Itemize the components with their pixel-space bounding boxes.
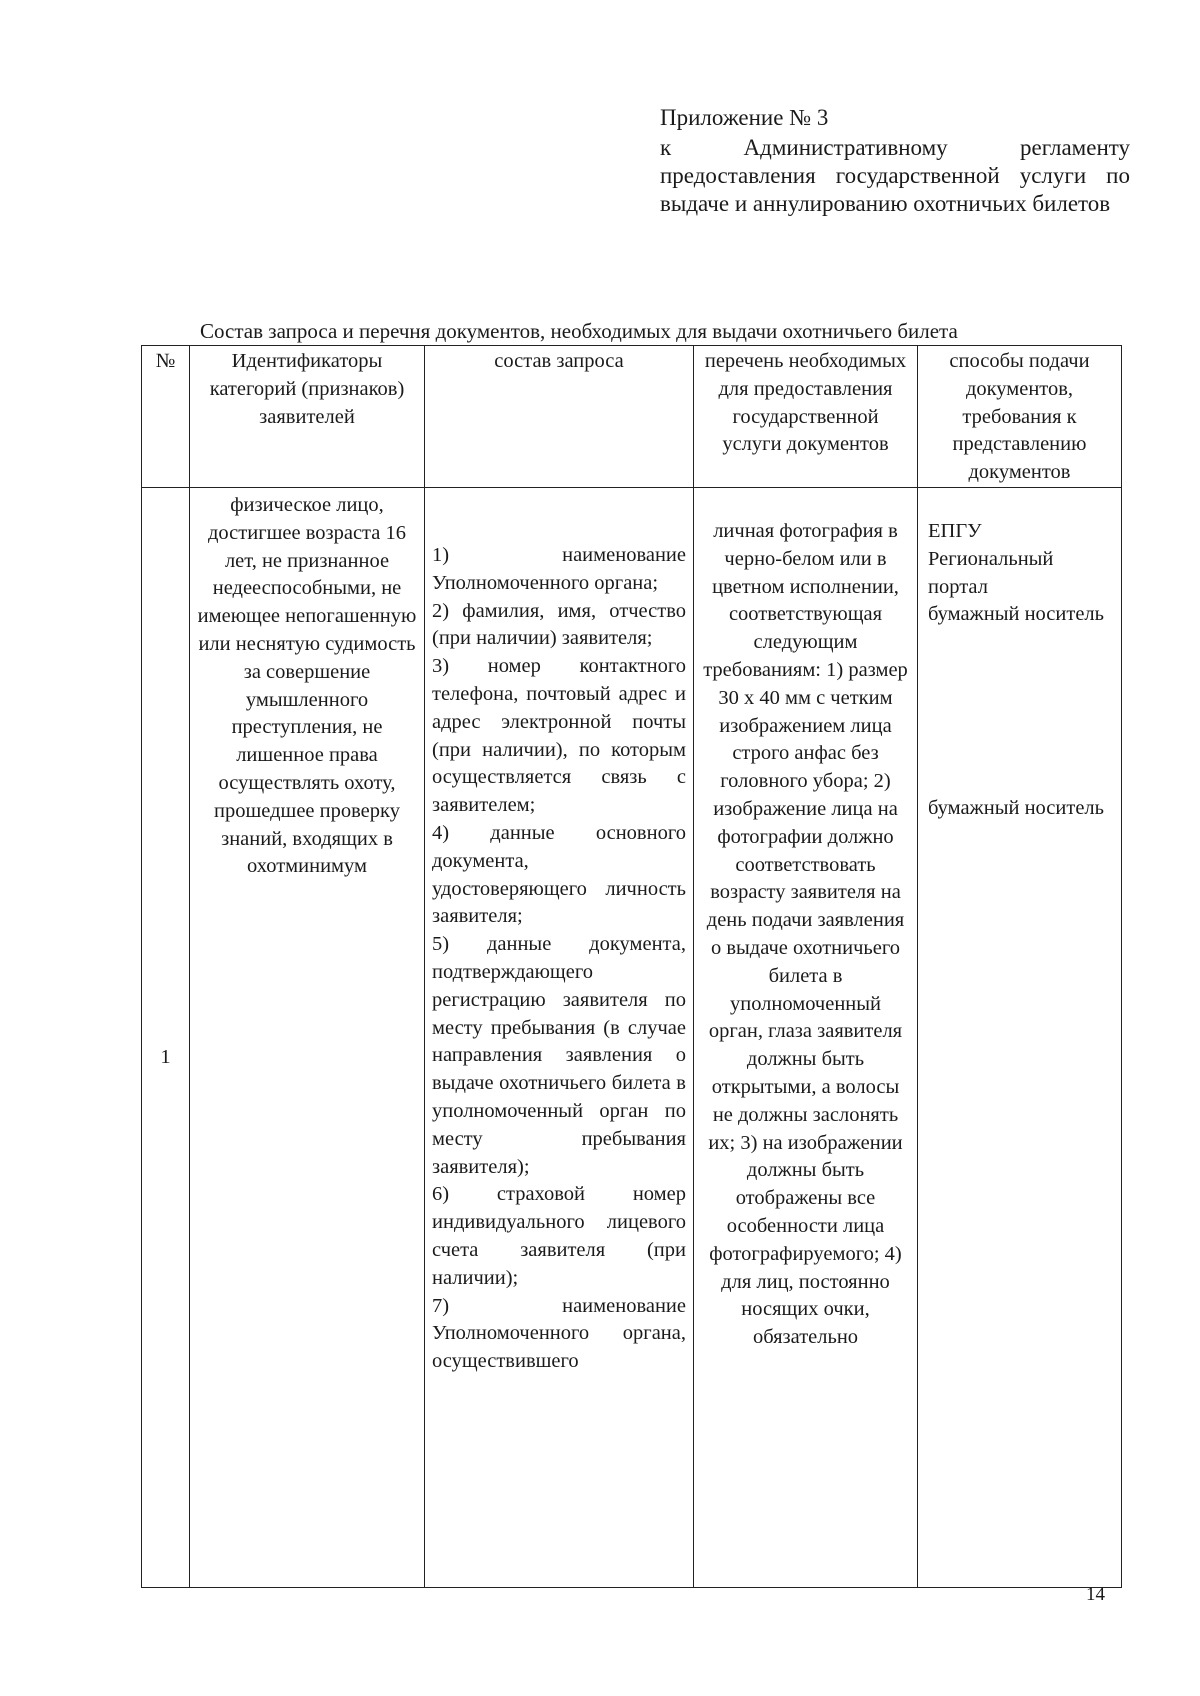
applicant-category: физическое лицо, достигшее возраста 16 лет, не признанное недееспособными, не имеющее непогашенную или неснятую судимость за совершение умышленного преступления, не лишенное права осуществлять охоту, прошедшее проверку знаний, входящих в охотминимум	[190, 487, 425, 1587]
request-item: 4) данные основного документа, удостоверяющего личность заявителя;	[432, 821, 686, 928]
request-item: 5) данные документа, подтверждающего регистрацию заявителя по месту пребывания (в случае направления заявления о выдаче охотничьего билета в уполномоченный орган по месту пребывания заявителя);	[432, 933, 686, 1178]
table-header-row	[142, 346, 1122, 488]
request-item: 7) наименование Уполномоченного органа, осуществившего	[432, 1294, 686, 1373]
header-categories: Идентификаторы категорий (признаков) заявителей	[190, 346, 425, 488]
table-caption: Состав запроса и перечня документов, необходимых для выдачи охотничьего билета	[200, 319, 958, 343]
table-row	[142, 487, 1122, 1587]
method-item: бумажный носитель	[928, 603, 1105, 626]
header-num: №	[142, 346, 190, 488]
header-documents: перечень необходимых для предоставления государственной услуги документов	[694, 346, 918, 488]
method-spacer	[928, 629, 1114, 795]
request-item: 6) страховой номер индивидуального лицевого счета заявителя (при наличии);	[432, 1183, 686, 1289]
method-item: Региональный портал	[928, 547, 1054, 598]
appendix-body: к Административному регламенту предоставления государственной услуги по выдаче и аннулированию охотничьих билетов	[660, 135, 1130, 216]
request-item: 3) номер контактного телефона, почтовый адрес и адрес электронной почты (при наличии), по которым осуществляется связь с заявителем;	[432, 655, 686, 817]
header-request: состав запроса	[425, 346, 694, 488]
row-number: 1	[142, 487, 190, 1587]
method-item: бумажный носитель	[928, 797, 1105, 820]
submission-methods	[918, 487, 1122, 1587]
header-methods: способы подачи документов, требования к представлению документов	[918, 346, 1122, 488]
request-composition	[425, 487, 694, 1587]
requirements-table	[141, 345, 1122, 1588]
appendix-title: Приложение № 3	[660, 105, 829, 130]
method-item: ЕПГУ	[928, 519, 982, 542]
page-number: 14	[1086, 1584, 1105, 1605]
request-item: 2) фамилия, имя, отчество (при наличии) заявителя;	[432, 599, 686, 650]
request-item: 1) наименование Уполномоченного органа;	[432, 543, 686, 594]
required-documents: личная фотография в черно-белом или в цветном исполнении, соответствующая следующим требованиям: 1) размер 30 х 40 мм с четким изображением лица строго анфас без головного убора; 2) изображение лица на фотографии должно соответствовать возрасту заявителя на день подачи заявления о выдаче охотничьего билета в уполномоченный орган, глаза заявителя должны быть открытыми, а волосы не должны заслонять их; 3) на изображении должны быть отображены все особенности лица фотографируемого; 4) для лиц, постоянно носящих очки, обязательно	[694, 487, 918, 1587]
appendix-header	[660, 104, 1130, 218]
